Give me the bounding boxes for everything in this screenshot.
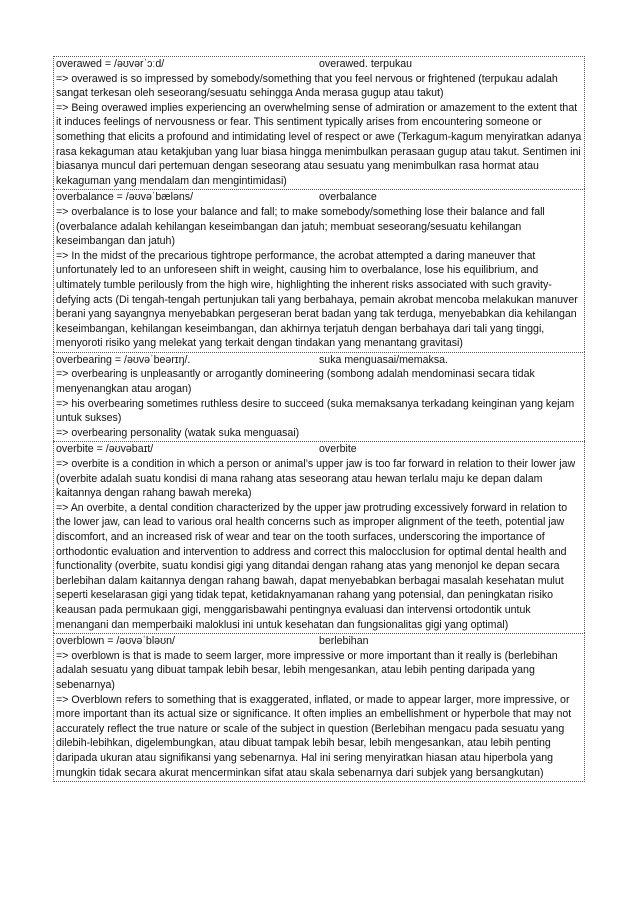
- entry-header: [56, 353, 582, 368]
- example-line: => An overbite, a dental condition characterized by the upper jaw protruding excessively forward in relation to the lower jaw, can lead to various oral health concerns such as improper alignment of the teeth, potential jaw discomfort, and an increased risk of wear and tear on the tooth surfaces, underscoring the importance of orthodontic evaluation and intervention to address and correct this malocclusion for optimal dental health and functionality (overbite, suatu kondisi gigi yang ditandai dengan rahang atas yang menonjol ke depan secara berlebihan dalam kaitannya dengan rahang bawah, dapat menyebabkan berbagai masalah kesehatan mulut seperti keselarasan gigi yang tidak tepat, ketidaknyamanan rahang yang potensial, dan peningkatan risiko keausan pada permukaan gigi, menggarisbawahi pentingnya evaluasi dan intervensi ortodontik untuk menangani dan memperbaiki maloklusi ini untuk kesehatan dan fungsionalitas gigi yang optimal): [56, 501, 568, 631]
- entry-header: [56, 57, 582, 72]
- example-line: => his overbearing sometimes ruthless desire to succeed (suka memaksanya terkadang keinginan yang kejam untuk sukses): [56, 397, 575, 425]
- translation: berlebihan: [319, 635, 369, 648]
- translation: overbalance: [319, 191, 377, 204]
- example-line: => overbearing personality (watak suka menguasai): [56, 426, 300, 439]
- example-line: => In the midst of the precarious tightrope performance, the acrobat attempted a daring maneuver that unfortunately led to an unforeseen shift in weight, causing him to overbalance, lose his equilibrium, and ultimately tumble perilously from the high wire, highlighting the inherent risks associated with such gravity-defying acts (Di tengah-tengah pertunjukan tali yang berbahaya, pemain akrobat mencoba melakukan manuver berani yang sayangnya menyebabkan pergeseran berat badan yang tak terduga, menyebabkan dia kehilangan keseimbangan, kehilangan keseimbangan, dan akhirnya terjatuh dengan berbahaya dari tali yang tinggi, menyoroti risiko yang melekat yang terkait dengan tindakan yang menantang gravitasi): [56, 249, 578, 350]
- definition-line: => overbalance is to lose your balance and fall; to make somebody/something lose their balance and fall (overbalance adalah kehilangan keseimbangan dan jatuh; membuat seseorang/sesuatu kehilangan keseimbangan dan jatuh): [56, 205, 545, 248]
- entry-overblown: [53, 633, 585, 782]
- headword: overbearing = /əʊvəˈbeərɪŋ/.: [56, 353, 191, 366]
- headword: overblown = /əʊvəˈbləʊn/: [56, 635, 175, 648]
- entry-overbearing: [53, 352, 585, 442]
- example-line: => Overblown refers to something that is exaggerated, inflated, or made to appear larger, more impressive, or more important than its actual size or significance. It often implies an embellishment or hyperbole that may not accurately reflect the true nature or scale of the subject in question (Berlebihan mengacu pada sesuatu yang dilebih-lebihkan, digelembungkan, atau dibuat tampak lebih besar, lebih mengesankan, atau lebih penting daripada ukuran atau signifikansi yang sebenarnya. Hal ini sering menyiratkan hiasan atau hiperbola yang mungkin tidak secara akurat mencerminkan sifat atau skala sebenarnya dari subjek yang bersangkutan): [56, 693, 572, 779]
- translation: overbite: [319, 443, 357, 456]
- example-line: => Being overawed implies experiencing an overwhelming sense of admiration or amazement to the extent that it induces feelings of nervousness or fear. This sentiment typically arises from encountering someone or something that elicits a profound and intimidating level of respect or awe (Terkagum-kagum menyiratkan adanya rasa kekaguman atau ketakjuban yang luar biasa hingga menimbulkan perasaan gugup atau takut. Sentimen ini biasanya muncul dari pertemuan dengan seseorang atau sesuatu yang menimbulkan rasa hormat atau kekaguman yang mendalam dan mengintimidasi): [56, 101, 582, 187]
- entry-overbite: [53, 441, 585, 633]
- headword: overbalance = /əʊvəˈbæləns/: [56, 191, 194, 204]
- entry-header: [56, 442, 582, 457]
- entry-header: [56, 634, 582, 649]
- definition-line: => overbite is a condition in which a person or animal’s upper jaw is too far forward in relation to their lower jaw (overbite adalah suatu kondisi di mana rahang atas seseorang atau hewan terlalu maju ke depan dalam kaitannya dengan rahang bawah mereka): [56, 458, 576, 500]
- definition-line: => overbearing is unpleasantly or arrogantly domineering (sombong adalah mendominasi secara tidak menyenangkan atau arogan): [56, 368, 535, 396]
- entry-overbalance: [53, 189, 585, 352]
- headword: overawed = /əʊvərˈɔːd/: [56, 58, 165, 70]
- headword: overbite = /əʊvəbaɪt/: [56, 443, 154, 456]
- entry-header: [56, 190, 582, 205]
- entry-overawed: [53, 56, 585, 189]
- definition-line: => overawed is so impressed by somebody/something that you feel nervous or frightened (terpukau adalah sangat terkesan oleh seseorang/sesuatu sehingga Anda merasa gugup atau takut): [56, 72, 558, 100]
- definition-line: => overblown is that is made to seem larger, more impressive or more important than it really is (berlebihan adalah sesuatu yang dibuat tampak lebih besar, lebih mengesankan, atau lebih penting daripada yang sebenarnya): [56, 649, 558, 691]
- translation: overawed. terpukau: [319, 58, 413, 70]
- translation: suka menguasai/memaksa.: [319, 353, 448, 366]
- dictionary-document: [53, 56, 585, 782]
